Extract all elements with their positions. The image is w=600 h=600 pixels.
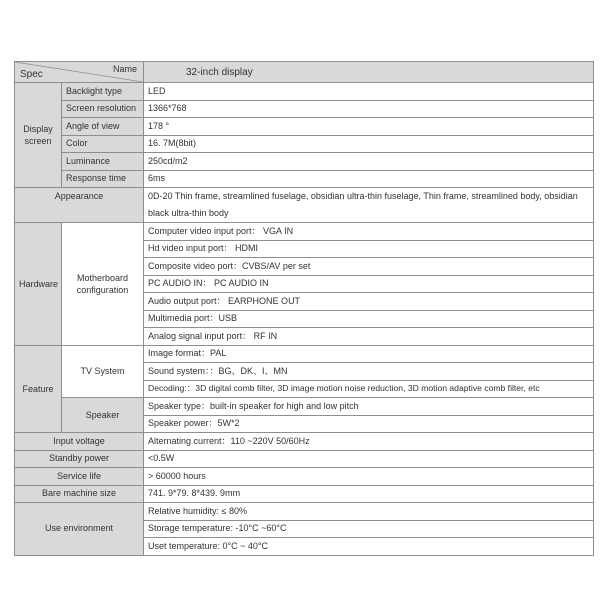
table-row <box>15 100 594 118</box>
spec-value: 6ms <box>144 170 594 188</box>
table-row <box>15 135 594 153</box>
header-row <box>15 62 594 83</box>
table-row <box>15 118 594 136</box>
hardware-category: Hardware <box>15 223 62 346</box>
table-row <box>15 223 594 241</box>
header-corner-cell <box>15 62 144 83</box>
spec-value: Speaker type：built-in speaker for high and low pitch <box>144 398 594 416</box>
spec-value: > 60000 hours <box>144 468 594 486</box>
spec-value: 178 ° <box>144 118 594 136</box>
spec-value: Uset temperature: 0°C ~ 40°C <box>144 538 594 556</box>
spec-value: Computer video input port： VGA IN <box>144 223 594 241</box>
table-row <box>15 468 594 486</box>
spec-value: Composite video port：CVBS/AV per set <box>144 258 594 276</box>
service-life-label: Service life <box>15 468 144 486</box>
table-row <box>15 485 594 503</box>
bare-machine-size-label: Bare machine size <box>15 485 144 503</box>
appearance-value: 0D-20 Thin frame, streamlined fuselage, obsidian ultra-thin fuselage, Thin frame, streamlined body, obsidian black ultra-thin body <box>144 188 594 223</box>
spec-value: Storage temperature: -10°C ~60°C <box>144 520 594 538</box>
spec-value: PC AUDIO IN： PC AUDIO IN <box>144 275 594 293</box>
table-row <box>15 188 594 223</box>
use-environment-label: Use environment <box>15 503 144 556</box>
spec-value: Relative humidity: ≤ 80% <box>144 503 594 521</box>
spec-label: Screen resolution <box>62 100 144 118</box>
table-row <box>15 450 594 468</box>
spec-label: Response time <box>62 170 144 188</box>
table-row <box>15 433 594 451</box>
spec-label: Angle of view <box>62 118 144 136</box>
speaker-label: Speaker <box>62 398 144 433</box>
table-row <box>15 345 594 363</box>
header-spec-label: Spec <box>20 69 43 80</box>
spec-value: Image format：PAL <box>144 345 594 363</box>
spec-value: 250cd/m2 <box>144 153 594 171</box>
display-screen-category: Display screen <box>15 83 62 188</box>
feature-category: Feature <box>15 345 62 433</box>
spec-value: 741. 9*79. 8*439. 9mm <box>144 485 594 503</box>
spec-label: Color <box>62 135 144 153</box>
spec-value: Audio output port： EARPHONE OUT <box>144 293 594 311</box>
motherboard-configuration-label: Motherboard configuration <box>62 223 144 346</box>
header-name-label: Name <box>112 64 137 74</box>
page-title: 32-inch display <box>144 62 594 83</box>
spec-value: LED <box>144 83 594 101</box>
table-row <box>15 398 594 416</box>
spec-table <box>14 61 594 556</box>
standby-power-label: Standby power <box>15 450 144 468</box>
table-row <box>15 153 594 171</box>
spec-value: Hd video input port： HDMI <box>144 240 594 258</box>
input-voltage-label: Input voltage <box>15 433 144 451</box>
spec-value: Alternating current：110 ~220V 50/60Hz <box>144 433 594 451</box>
spec-value: Sound system：：BG、DK、I、MN <box>144 363 594 381</box>
spec-value: 1366*768 <box>144 100 594 118</box>
spec-label: Luminance <box>62 153 144 171</box>
table-row <box>15 170 594 188</box>
spec-value: Analog signal input port： RF IN <box>144 328 594 346</box>
spec-value: Decoding:：3D digital comb filter, 3D image motion noise reduction, 3D motion adaptive comb filter, etc <box>144 380 594 398</box>
spec-value: 16. 7M(8bit) <box>144 135 594 153</box>
spec-value: Multimedia port：USB <box>144 310 594 328</box>
table-row <box>15 503 594 521</box>
spec-value: <0.5W <box>144 450 594 468</box>
spec-label: Backlight type <box>62 83 144 101</box>
table-row <box>15 83 594 101</box>
appearance-label: Appearance <box>15 188 144 223</box>
tv-system-label: TV System <box>62 345 144 398</box>
spec-value: Speaker power：5W*2 <box>144 415 594 433</box>
